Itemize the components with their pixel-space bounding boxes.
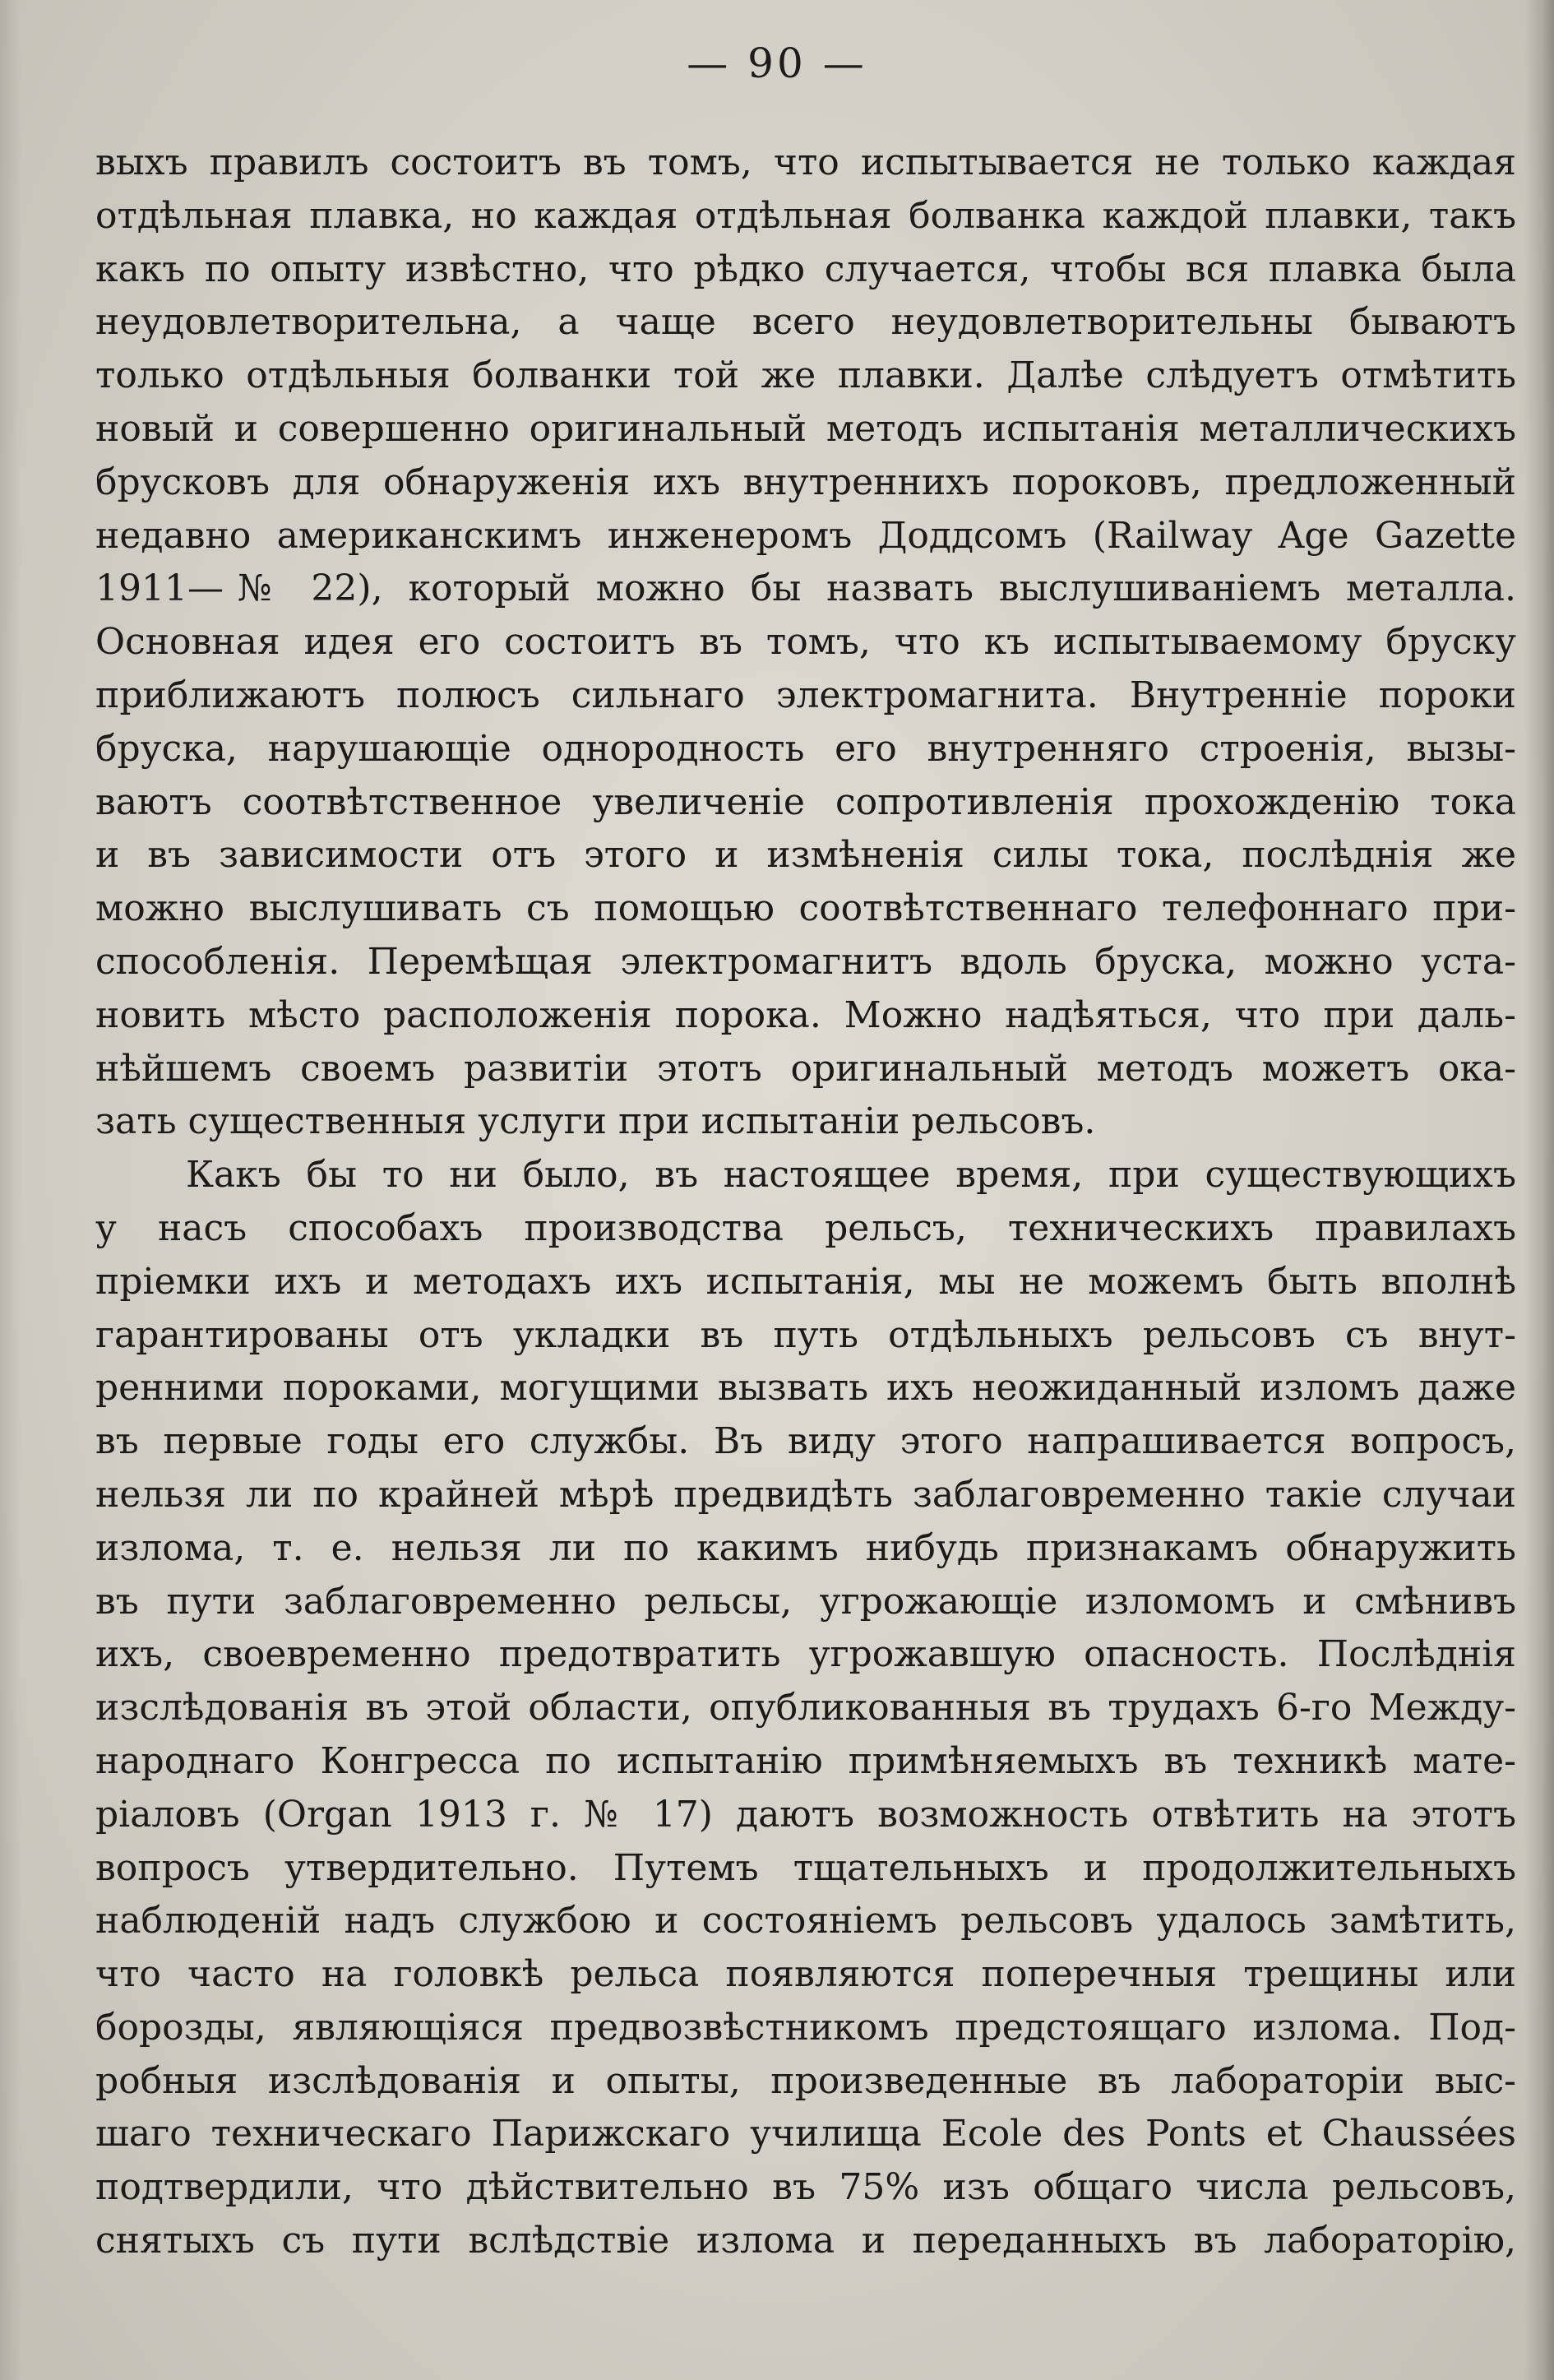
page-number: — 90 — bbox=[687, 39, 867, 87]
text-line: выхъ правилъ состоитъ въ томъ, что испытывается не только каждая bbox=[95, 141, 1516, 183]
text-line-paragraph-end: зать существенныя услуги при испытаніи рельсовъ. bbox=[95, 1100, 1096, 1143]
text-line: 1911—№ 22), который можно бы назвать выслушиваніемъ металла. bbox=[95, 567, 1516, 610]
text-line: наблюденій надъ службою и состояніемъ рельсовъ удалось замѣтить, bbox=[95, 1900, 1516, 1942]
text-line: нельзя ли по крайней мѣрѣ предвидѣть заблаговременно такіе случаи bbox=[95, 1473, 1516, 1516]
text-line: Основная идея его состоитъ въ томъ, что къ испытываемому бруску bbox=[95, 621, 1516, 664]
page-edge-shadow-left bbox=[0, 0, 21, 2380]
text-line: недавно американскимъ инженеромъ Доддсомъ (Railway Age Gazette bbox=[95, 514, 1516, 557]
text-line: брусковъ для обнаруженія ихъ внутреннихъ пороковъ, предложенный bbox=[95, 461, 1516, 503]
text-line: снятыхъ съ пути вслѣдствіе излома и переданныхъ въ лабораторію, bbox=[95, 2220, 1516, 2262]
text-line: неудовлетворительна, а чаще всего неудовлетворительны бываютъ bbox=[95, 301, 1516, 344]
text-line: народнаго Конгресса по испытанію примѣняемыхъ въ техникѣ мате- bbox=[95, 1739, 1516, 1782]
text-line: борозды, являющіяся предвозвѣстникомъ предстоящаго излома. Под- bbox=[95, 2006, 1516, 2049]
text-line: ріаловъ (Organ 1913 г. № 17) даютъ возможность отвѣтить на этотъ bbox=[95, 1793, 1516, 1836]
text-line: бруска, нарушающіе однородность его внутренняго строенія, вызы- bbox=[95, 727, 1516, 770]
text-line: вопросъ утвердительно. Путемъ тщательныхъ и продолжительныхъ bbox=[95, 1846, 1516, 1889]
text-line: что часто на головкѣ рельса появляются поперечныя трещины или bbox=[95, 1953, 1516, 1996]
text-line: у насъ способахъ производства рельсъ, техническихъ правилахъ bbox=[95, 1206, 1516, 1249]
text-line: подтвердили, что дѣйствительно въ 75% изъ общаго числа рельсовъ, bbox=[95, 2166, 1516, 2209]
text-line: въ первые годы его службы. Въ виду этого напрашивается вопросъ, bbox=[95, 1420, 1516, 1463]
text-line-paragraph-start: Какъ бы то ни было, въ настоящее время, при существующихъ bbox=[186, 1154, 1516, 1197]
text-line: гарантированы отъ укладки въ путь отдѣльныхъ рельсовъ съ внут- bbox=[95, 1313, 1516, 1356]
text-line: новый и совершенно оригинальный методъ испытанія металлическихъ bbox=[95, 407, 1516, 450]
text-line: отдѣльная плавка, но каждая отдѣльная болванка каждой плавки, такъ bbox=[95, 194, 1516, 237]
text-line: пріемки ихъ и методахъ ихъ испытанія, мы не можемъ быть вполнѣ bbox=[95, 1260, 1516, 1303]
text-line: только отдѣльныя болванки той же плавки. Далѣе слѣдуетъ отмѣтить bbox=[95, 354, 1516, 397]
text-line: способленія. Перемѣщая электромагнитъ вдоль бруска, можно уста- bbox=[95, 940, 1516, 983]
page-edge-shadow-right bbox=[1524, 0, 1554, 2380]
text-line: ихъ, своевременно предотвратить угрожавшую опасность. Послѣднія bbox=[95, 1633, 1516, 1676]
text-line: новить мѣсто расположенія порока. Можно надѣяться, что при даль- bbox=[95, 993, 1516, 1036]
body-text bbox=[95, 137, 1516, 2268]
text-line: нѣйшемъ своемъ развитіи этотъ оригинальный методъ можетъ ока- bbox=[95, 1047, 1516, 1090]
text-line: излома, т. е. нельзя ли по какимъ нибудь признакамъ обнаружить bbox=[95, 1526, 1516, 1569]
text-line: ренними пороками, могущими вызвать ихъ неожиданный изломъ даже bbox=[95, 1367, 1516, 1410]
text-line: какъ по опыту извѣстно, что рѣдко случается, чтобы вся плавка была bbox=[95, 248, 1516, 290]
text-line: ваютъ соотвѣтственное увеличеніе сопротивленія прохожденію тока bbox=[95, 780, 1516, 823]
text-line: въ пути заблаговременно рельсы, угрожающіе изломомъ и смѣнивъ bbox=[95, 1580, 1516, 1623]
text-line: приближаютъ полюсъ сильнаго электромагнита. Внутренніе пороки bbox=[95, 674, 1516, 716]
text-line: можно выслушивать съ помощью соотвѣтственнаго телефоннаго при- bbox=[95, 887, 1516, 930]
text-line: изслѣдованія въ этой области, опубликованныя въ трудахъ 6-го Между- bbox=[95, 1687, 1516, 1729]
text-line: шаго техническаго Парижскаго училища Ecole des Ponts et Chaussées bbox=[95, 2113, 1516, 2155]
text-line: робныя изслѣдованія и опыты, произведенные въ лабораторіи выс- bbox=[95, 2059, 1516, 2102]
text-line: и въ зависимости отъ этого и измѣненія силы тока, послѣднія же bbox=[95, 834, 1516, 877]
